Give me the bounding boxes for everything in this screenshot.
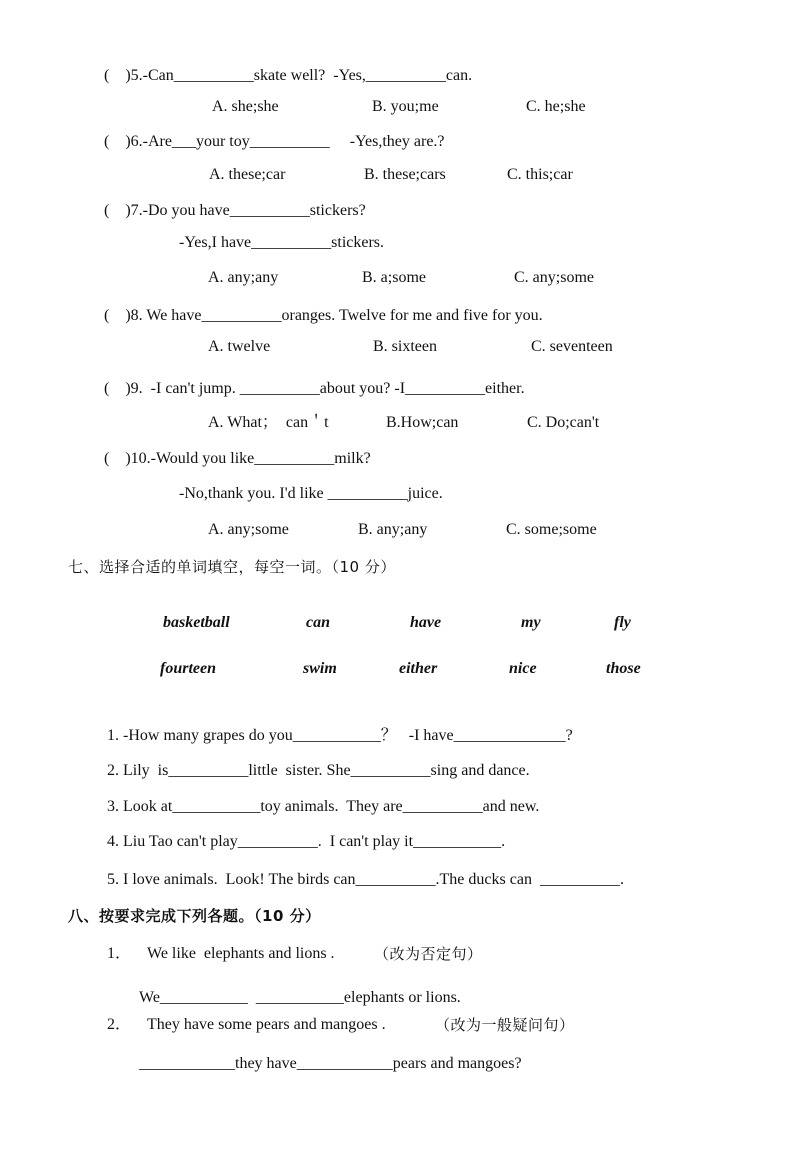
question-8: ( )8. We have__________oranges. Twelve for me and five for you. xyxy=(104,307,543,324)
option-c: C. some;some xyxy=(506,521,597,538)
option-a: A. these;car xyxy=(209,166,286,183)
rewrite-2-instruction: （改为一般疑问句） xyxy=(435,1016,575,1034)
fill-item-3: 3. Look at___________toy animals. They are__________and new. xyxy=(107,798,540,815)
word-bank-item: fourteen xyxy=(160,660,216,677)
question-9: ( )9. -I can't jump. __________about you? -I__________either. xyxy=(104,380,525,397)
option-b: B. you;me xyxy=(372,98,439,115)
option-b: B.How;can xyxy=(386,414,459,431)
option-b: B. sixteen xyxy=(373,338,437,355)
rewrite-1-sentence: We like elephants and lions . xyxy=(147,945,335,962)
option-c: C. seventeen xyxy=(531,338,613,355)
word-bank-item: nice xyxy=(509,660,537,677)
option-c: C. he;she xyxy=(526,98,586,115)
rewrite-1-number: 1． xyxy=(107,945,132,962)
word-bank-item: either xyxy=(399,660,438,677)
option-c: C. this;car xyxy=(507,166,573,183)
question-10: ( )10.-Would you like__________milk? xyxy=(104,450,371,467)
rewrite-2-sentence: They have some pears and mangoes . xyxy=(147,1016,386,1033)
section-7-heading: 七、选择合适的单词填空，每空一词。（10 分） xyxy=(68,558,396,576)
word-bank-item: have xyxy=(410,614,442,631)
section-8-heading: 八、按要求完成下列各题。（10 分） xyxy=(68,907,321,925)
question-10-answer-line: -No,thank you. I'd like __________juice. xyxy=(179,485,443,502)
question-7-answer-line: -Yes,I have__________stickers. xyxy=(179,234,385,251)
question-5: ( )5.-Can__________skate well? -Yes,__________can. xyxy=(104,67,473,84)
question-6: ( )6.-Are___your toy__________ -Yes,they are.? xyxy=(104,133,445,150)
fill-item-1: 1. -How many grapes do you___________？ -I have______________? xyxy=(107,727,573,744)
rewrite-1-instruction: （改为否定句） xyxy=(374,945,483,963)
option-b: B. any;any xyxy=(358,521,428,538)
word-bank-item: fly xyxy=(614,614,631,631)
word-bank-item: can xyxy=(306,614,330,631)
rewrite-2-answer: ____________they have____________pears and mangoes? xyxy=(139,1055,522,1072)
option-b: B. these;cars xyxy=(364,166,446,183)
word-bank-item: basketball xyxy=(163,614,230,631)
fill-item-5: 5. I love animals. Look! The birds can__________.The ducks can __________. xyxy=(107,871,624,888)
option-c: C. Do;can't xyxy=(527,414,600,431)
option-c: C. any;some xyxy=(514,269,594,286)
fill-item-4: 4. Liu Tao can't play__________. I can't play it___________. xyxy=(107,833,506,850)
option-a: A. twelve xyxy=(208,338,271,355)
option-a: A. any;some xyxy=(208,521,289,538)
option-b: B. a;some xyxy=(362,269,426,286)
rewrite-1-answer: We___________ ___________elephants or lions. xyxy=(139,989,461,1006)
option-a: A. she;she xyxy=(212,98,279,115)
word-bank-item: my xyxy=(521,614,541,631)
option-a: A. What； can＇t xyxy=(208,414,329,431)
word-bank-item: swim xyxy=(303,660,337,677)
question-7: ( )7.-Do you have__________stickers? xyxy=(104,202,366,219)
fill-item-2: 2. Lily is__________little sister. She__________sing and dance. xyxy=(107,762,530,779)
word-bank-item: those xyxy=(606,660,641,677)
rewrite-2-number: 2． xyxy=(107,1016,132,1033)
option-a: A. any;any xyxy=(208,269,279,286)
